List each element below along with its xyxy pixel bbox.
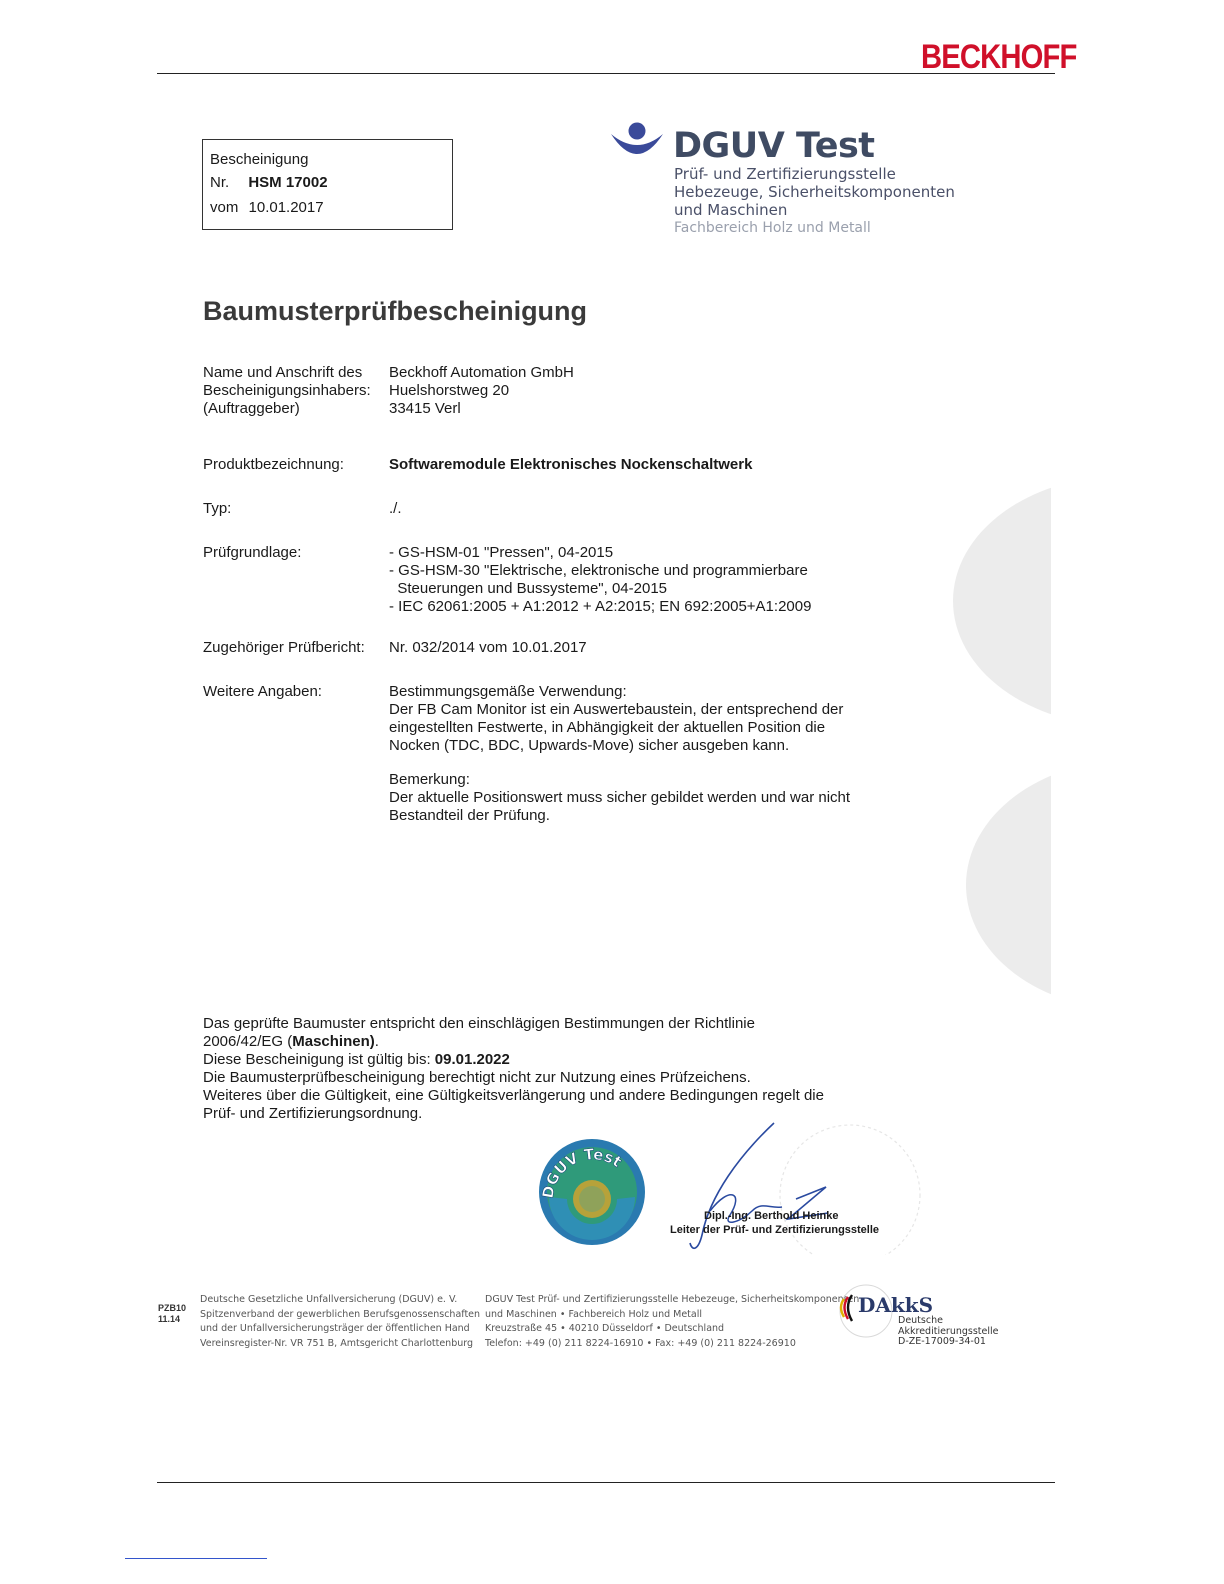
- type-label: Typ:: [203, 500, 232, 517]
- remark: Bemerkung: Der aktuelle Positionswert muss sicher gebildet werden und war nicht Bestandteil der Prüfung.: [389, 771, 851, 824]
- certificate-number: HSM 17002: [248, 174, 328, 191]
- issuer-line-1: Prüf- und Zertifizierungsstelle: [674, 165, 896, 183]
- footer-contact: DGUV Test Prüf- und Zertifizierungsstelle Hebezeuge, Sicherheitskomponenten und Maschinen • Fachbereich Holz und Metall Kreuzstraße 45 • 40210 Düsseldorf • Deutschland Telefon: +49 (0) 211 8224-16910 • Fax: +49 (0) 211 8224-26910: [485, 1294, 860, 1349]
- footnote-rule: [125, 1558, 267, 1559]
- form-code: PZB10 11.14: [158, 1303, 187, 1324]
- issuer-department: Fachbereich Holz und Metall: [674, 220, 871, 236]
- product-value: Softwaremodule Elektronisches Nockenschaltwerk: [389, 456, 753, 473]
- closing-line: 2006/42/EG (Maschinen).: [203, 1033, 379, 1050]
- issuer-name: DGUV Test: [673, 126, 875, 166]
- document-title: Baumusterprüfbescheinigung: [203, 296, 588, 326]
- page-margin: [1051, 440, 1224, 1040]
- basis-label: Prüfgrundlage:: [203, 544, 302, 561]
- closing-statement: [203, 1015, 883, 1123]
- header-rule: [157, 73, 1055, 74]
- dakks-subtitle: Deutsche Akkreditierungsstelle D-ZE-17009-34-01: [898, 1315, 999, 1347]
- certificate-number-label: Nr.: [210, 174, 230, 191]
- closing-line: Prüf- und Zertifizierungsordnung.: [203, 1105, 423, 1122]
- closing-line: Die Baumusterprüfbescheinigung berechtigt nicht zur Nutzung eines Prüfzeichens.: [203, 1069, 751, 1086]
- seal-text: DGUV Test: [538, 1145, 625, 1200]
- dakks-name: DAkkS: [858, 1293, 934, 1317]
- signer-name: Dipl.-Ing. Berthold Heinke: [704, 1210, 839, 1222]
- issuer-line-3: und Maschinen: [674, 201, 788, 219]
- report-value: Nr. 032/2014 vom 10.01.2017: [389, 639, 587, 656]
- intended-use: Bestimmungsgemäße Verwendung: Der FB Cam Monitor ist ein Auswertebaustein, der entsprechend der eingestellten Festwerte, in Abhängigkeit der aktuellen Position die Nocken (TDC, BDC, Upwards-Move) sicher ausgeben kann.: [389, 683, 844, 754]
- certificate-box: [202, 139, 453, 230]
- certificate-label: Bescheinigung: [210, 151, 309, 168]
- dguv-test-seal: [537, 1137, 647, 1247]
- validity-line: Diese Bescheinigung ist gültig bis: 09.01.2022: [203, 1051, 510, 1068]
- validity-date: 09.01.2022: [434, 1051, 510, 1068]
- closing-line: Das geprüfte Baumuster entspricht den einschlägigen Bestimmungen der Richtlinie: [203, 1015, 755, 1032]
- beckhoff-logo: BECKHOFF: [921, 38, 1077, 76]
- closing-line: Weiteres über die Gültigkeit, eine Gültigkeitsverlängerung und andere Bedingungen regelt die: [203, 1087, 824, 1104]
- further-label: Weitere Angaben:: [203, 683, 322, 700]
- basis-value: - GS-HSM-01 "Pressen", 04-2015 - GS-HSM-30 "Elektrische, elektronische und programmierbare Steuerungen und Bussysteme", 04-2015 - IEC 62061:2005 + A1:2012 + A2:2015; EN 692:2005+A1:2009: [389, 544, 812, 615]
- issuer-line-2: Hebezeuge, Sicherheitskomponenten: [674, 183, 955, 201]
- certificate-date-label: vom: [210, 199, 239, 216]
- signer-role: Leiter der Prüf- und Zertifizierungsstelle: [670, 1224, 880, 1236]
- holder-value: Beckhoff Automation GmbH Huelshorstweg 20 33415 Verl: [389, 364, 574, 417]
- certificate-date: 10.01.2017: [248, 199, 324, 216]
- certificate-date-row: [210, 199, 324, 216]
- type-value: ./.: [389, 500, 402, 517]
- holder-label: Name und Anschrift des Bescheinigungsinhabers: (Auftraggeber): [203, 364, 371, 417]
- report-label: Zugehöriger Prüfbericht:: [203, 639, 365, 656]
- footer-rule: [157, 1482, 1055, 1483]
- footer-organization: Deutsche Gesetzliche Unfallversicherung (DGUV) e. V. Spitzenverband der gewerblichen Berufsgenossenschaften und der Unfallversicherungsträger der öffentlichen Hand Vereinsregister-Nr. VR 751 B, Amtsgericht Charlottenburg: [200, 1294, 481, 1349]
- product-label: Produktbezeichnung:: [203, 456, 344, 473]
- certificate-number-row: [210, 174, 328, 191]
- dguv-logo-icon: [609, 122, 665, 162]
